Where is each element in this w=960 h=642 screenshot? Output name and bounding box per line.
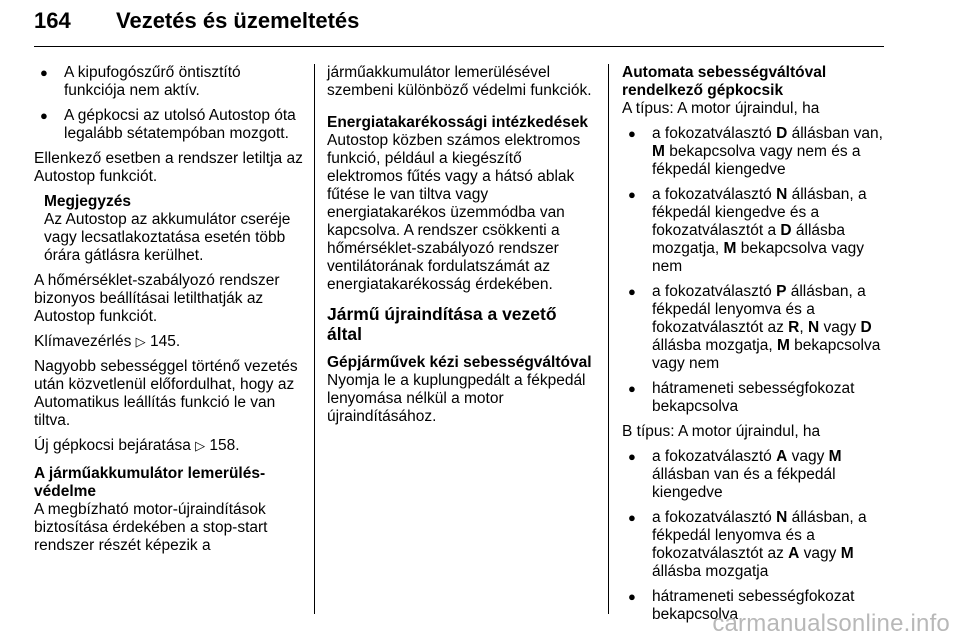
note-title: Megjegyzés xyxy=(44,193,132,210)
subheading: Automata sebességváltóval rendelkező gépkocsik xyxy=(622,64,827,99)
bullet-icon: ● xyxy=(628,510,636,525)
watermark: carmanualsonline.info xyxy=(712,610,950,637)
column-divider xyxy=(608,64,609,614)
bullet-icon: ● xyxy=(40,108,48,123)
page-reference-icon: ▷ xyxy=(195,438,206,453)
list-item: ● a fokozatválasztó D állásban van, M bekapcsolva vagy nem és a fékpedál kiengedve xyxy=(622,125,892,179)
list-item: ● a fokozatválasztó N állásban, a fékpedál kiengedve és a fokozatválasztót a D állásba mozgatja, M bekapcsolva vagy nem xyxy=(622,186,892,276)
page-reference-icon: ▷ xyxy=(135,334,146,349)
page-title: Vezetés és üzemeltetés xyxy=(116,8,360,33)
bullet-icon: ● xyxy=(40,65,48,80)
list-item: ● A kipufogószűrő öntisztító funkciója nem aktív. xyxy=(34,64,304,100)
list-item: ● a fokozatválasztó A vagy M állásban van és a fékpedál kiengedve xyxy=(622,448,892,502)
paragraph: A típus: A motor újraindul, ha xyxy=(622,100,820,117)
note-body: Az Autostop az akkumulátor cseréje vagy lecsatlakoztatása esetén több órára gátlásra kerülhet. xyxy=(44,211,291,264)
list-item: ● A gépkocsi az utolsó Autostop óta legalább sétatempóban mozgott. xyxy=(34,107,304,143)
bullet-icon: ● xyxy=(628,381,636,396)
list-item: ● hátrameneti sebességfokozat bekapcsolva xyxy=(622,588,892,624)
list-item: ● a fokozatválasztó N állásban, a fékpedál lenyomva és a fokozatválasztót az A vagy M állásba mozgatja xyxy=(622,509,892,581)
column-3 xyxy=(622,64,892,631)
paragraph: A megbízható motor-újraindítások biztosítása érdekében a stop-start rendszer részét képezik a xyxy=(34,501,268,554)
paragraph: B típus: A motor újraindul, ha xyxy=(622,423,821,440)
note-box xyxy=(34,193,304,265)
bullet-icon: ● xyxy=(628,589,636,604)
section-title: Jármű újraindítása a vezető által xyxy=(327,304,557,344)
paragraph: Autostop közben számos elektromos funkció, például a kiegészítő elektromos fűtés vagy a hátsó ablak fűtése le van tiltva vagy energiatakarékos üzemmódba van kapcsolva. A rendszer csökkenti a hőmérséklet-szabályozó rendszer ventilátorának fordulatszámát az energiatakarékosság érdekében. xyxy=(327,132,581,293)
column-1 xyxy=(34,64,304,562)
paragraph: Nagyobb sebességgel történő vezetés után közvetlenül előfordulhat, hogy az Automatikus leállítás funkció le van tiltva. xyxy=(34,358,298,429)
page-header xyxy=(34,6,884,42)
cross-reference[interactable]: Klímavezérlés ▷ 145. xyxy=(34,333,181,350)
bullet-icon: ● xyxy=(628,284,636,299)
subheading: Gépjárművek kézi sebességváltóval xyxy=(327,354,592,371)
list-item: ● a fokozatválasztó P állásban, a fékpedál lenyomva és a fokozatválasztót az R, N vagy D állásba mozgatja, M bekapcsolva vagy nem xyxy=(622,283,892,373)
bullet-icon: ● xyxy=(628,187,636,202)
paragraph: járműakkumulátor lemerülésével szembeni különböző védelmi funkciók. xyxy=(327,64,592,99)
paragraph: Ellenkező esetben a rendszer letiltja az Autostop funkciót. xyxy=(34,150,303,185)
list-item: ● hátrameneti sebességfokozat bekapcsolva xyxy=(622,380,892,416)
paragraph: A hőmérséklet-szabályozó rendszer bizonyos beállításai letilthatják az Autostop funkciót. xyxy=(34,272,280,325)
subheading: Energiatakarékossági intézkedések xyxy=(327,114,589,131)
paragraph: Nyomja le a kuplungpedált a fékpedál lenyomása nélkül a motor újraindításához. xyxy=(327,372,586,425)
subheading: A járműakkumulátor lemerülés- védelme xyxy=(34,465,266,500)
bullet-icon: ● xyxy=(628,449,636,464)
header-rule xyxy=(34,46,884,47)
page-number: 164 xyxy=(34,8,71,33)
column-2 xyxy=(327,64,593,433)
bullet-icon: ● xyxy=(628,126,636,141)
column-divider xyxy=(314,64,315,614)
cross-reference[interactable]: Új gépkocsi bejáratása ▷ 158. xyxy=(34,437,240,454)
